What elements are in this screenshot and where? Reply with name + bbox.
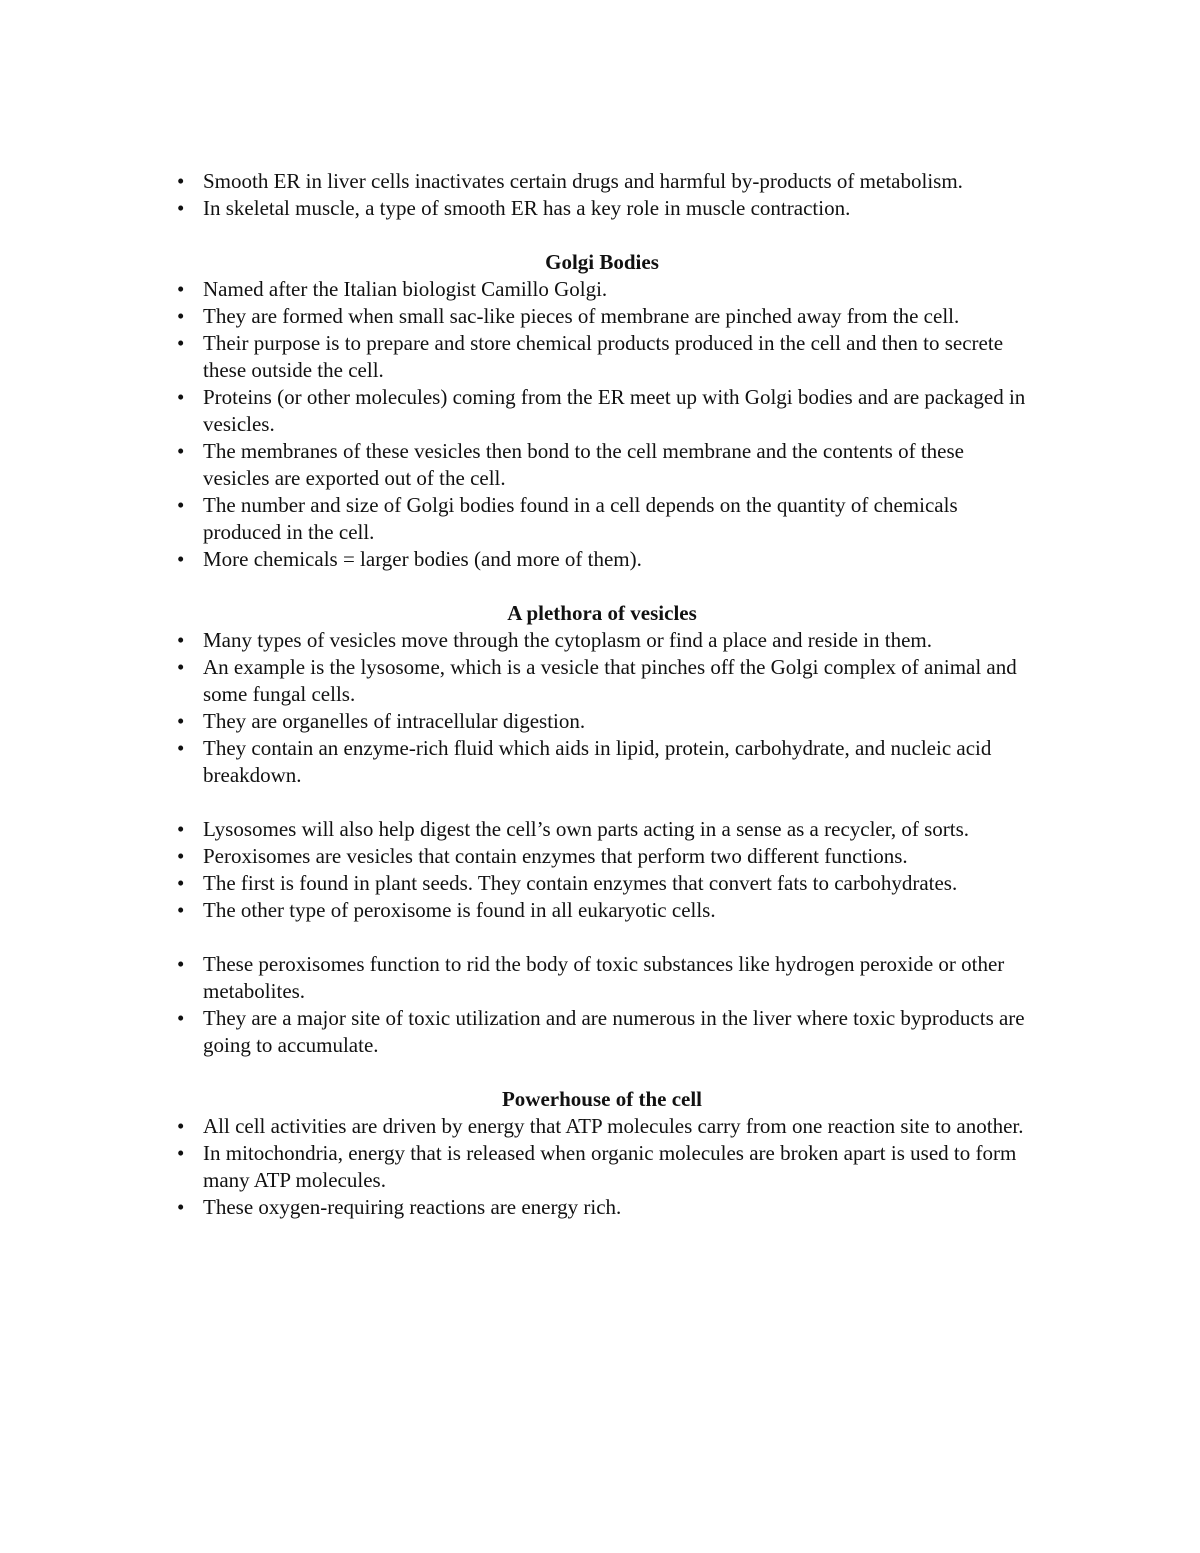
- golgi-list: [174, 276, 1034, 573]
- list-item: • The other type of peroxisome is found in all eukaryotic cells.: [177, 898, 716, 922]
- bullet-icon: •: [177, 844, 185, 868]
- bullet-icon: •: [177, 1006, 185, 1030]
- paragraph-spacer: [174, 789, 1034, 816]
- list-item: • Lysosomes will also help digest the cell’s own parts acting in a sense as a recycler, of sorts.: [177, 817, 970, 841]
- list-item: • In skeletal muscle, a type of smooth ER has a key role in muscle contraction.: [177, 196, 851, 220]
- list-item: • All cell activities are driven by energy that ATP molecules carry from one reaction site to another.: [177, 1114, 1024, 1138]
- bullet-icon: •: [177, 1141, 185, 1165]
- list-item: • They contain an enzyme-rich fluid which aids in lipid, protein, carbohydrate, and nucleic acid breakdown.: [177, 736, 992, 787]
- bullet-icon: •: [177, 898, 185, 922]
- bullet-icon: •: [177, 655, 185, 679]
- list-item: • Smooth ER in liver cells inactivates certain drugs and harmful by-products of metabolism.: [177, 169, 963, 193]
- bullet-icon: •: [177, 493, 185, 517]
- bullet-icon: •: [177, 736, 185, 760]
- list-item: • The first is found in plant seeds. They contain enzymes that convert fats to carbohydrates.: [177, 871, 958, 895]
- bullet-icon: •: [177, 304, 185, 328]
- paragraph-spacer: [174, 924, 1034, 951]
- list-item: • They are formed when small sac-like pieces of membrane are pinched away from the cell.: [177, 304, 960, 328]
- bullet-icon: •: [177, 1195, 185, 1219]
- bullet-icon: •: [177, 709, 185, 733]
- bullet-icon: •: [177, 952, 185, 976]
- bullet-icon: •: [177, 547, 185, 571]
- list-item: • Named after the Italian biologist Camillo Golgi.: [177, 277, 608, 301]
- list-item: • The number and size of Golgi bodies found in a cell depends on the quantity of chemicals produced in the cell.: [177, 493, 958, 544]
- golgi-heading: Golgi Bodies: [545, 250, 659, 274]
- bullet-icon: •: [177, 871, 185, 895]
- powerhouse-heading: Powerhouse of the cell: [501, 1087, 703, 1111]
- paragraph-spacer: [174, 573, 1034, 600]
- powerhouse-list: [174, 1113, 1034, 1221]
- paragraph-spacer: [174, 1059, 1034, 1086]
- vesicles-list-1: [174, 627, 1034, 789]
- vesicles-list-2: [174, 816, 1034, 924]
- bullet-icon: •: [177, 628, 185, 652]
- smooth-er-list: [174, 168, 1034, 222]
- list-item: • Their purpose is to prepare and store chemical products produced in the cell and then to secrete these outside the cell.: [177, 331, 1004, 382]
- list-item: • Peroxisomes are vesicles that contain enzymes that perform two different functions.: [177, 844, 908, 868]
- vesicles-list-3: [174, 951, 1034, 1059]
- bullet-icon: •: [177, 169, 185, 193]
- bullet-icon: •: [177, 1114, 185, 1138]
- bullet-icon: •: [177, 817, 185, 841]
- list-item: • In mitochondria, energy that is released when organic molecules are broken apart is used to form many ATP molecules.: [177, 1141, 1017, 1192]
- list-item: • They are organelles of intracellular digestion.: [177, 709, 586, 733]
- document-body: [174, 168, 1034, 1221]
- list-item: • Proteins (or other molecules) coming from the ER meet up with Golgi bodies and are packaged in vesicles.: [177, 385, 1026, 436]
- list-item: • These peroxisomes function to rid the body of toxic substances like hydrogen peroxide or other metabolites.: [177, 952, 1005, 1003]
- bullet-icon: •: [177, 439, 185, 463]
- list-item: • The membranes of these vesicles then bond to the cell membrane and the contents of these vesicles are exported out of the cell.: [177, 439, 964, 490]
- paragraph-spacer: [174, 222, 1034, 249]
- bullet-icon: •: [177, 196, 185, 220]
- bullet-icon: •: [177, 277, 185, 301]
- list-item: • They are a major site of toxic utilization and are numerous in the liver where toxic byproducts are going to accumulate.: [177, 1006, 1025, 1057]
- list-item: • An example is the lysosome, which is a vesicle that pinches off the Golgi complex of animal and some fungal cells.: [177, 655, 1017, 706]
- bullet-icon: •: [177, 331, 185, 355]
- list-item: • Many types of vesicles move through the cytoplasm or find a place and reside in them.: [177, 628, 932, 652]
- vesicles-heading: A plethora of vesicles: [507, 601, 697, 625]
- bullet-icon: •: [177, 385, 185, 409]
- list-item: • More chemicals = larger bodies (and more of them).: [177, 547, 642, 571]
- list-item: • These oxygen-requiring reactions are energy rich.: [177, 1195, 622, 1219]
